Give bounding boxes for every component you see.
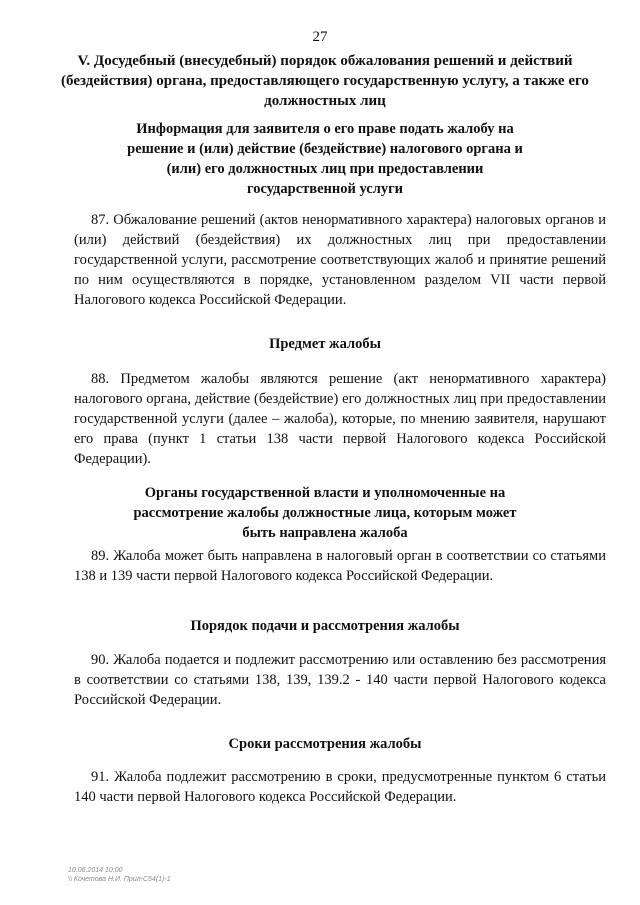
heading-line: Сроки рассмотрения жалобы: [228, 736, 422, 752]
subsection-heading-appeal-right: [60, 119, 590, 199]
subsection-heading-review-terms: [60, 734, 590, 754]
paragraph-87: 87. Обжалование решений (актов ненормативного характера) налоговых органов и (или) действий (бездействия) их должностных лиц при предоставлении государственной услуги, рассмотрение соответствующих жалоб и принятие решений по ним осуществляются в порядке, установленном разделом VII части первой Налогового кодекса Российской Федерации.: [74, 212, 606, 308]
heading-line: рассмотрение жалобы должностные лица, которым может: [133, 505, 517, 521]
heading-line: Информация для заявителя о его праве подать жалобу на: [136, 121, 514, 137]
paragraph-89: 89. Жалоба может быть направлена в налоговый орган в соответствии со статьями 138 и 139 части первой Налогового кодекса Российской Федерации.: [74, 548, 606, 584]
section-title-line: V. Досудебный (внесудебный) порядок обжалования решений и действий: [77, 53, 573, 69]
subsection-heading-filing-procedure: [60, 616, 590, 636]
footer-file-reference: \\ Кочетова Н.И. Прил-С54(1)-1: [68, 876, 171, 883]
heading-line: государственной услуги: [246, 181, 404, 197]
section-title-line: должностных лиц: [264, 93, 386, 109]
heading-line: Органы государственной власти и уполномоченные на: [144, 485, 506, 501]
heading-line: решение и (или) действие (бездействие) налогового органа и: [127, 141, 523, 157]
section-title-line: (бездействия) органа, предоставляющего государственную услугу, а также его: [61, 73, 589, 89]
subsection-heading-complaint-subject: [60, 334, 590, 354]
paragraph-88: 88. Предметом жалобы являются решение (акт ненормативного характера) налогового органа, действие (бездействие) его должностных лиц при предоставлении государственной услуги (далее – жалоба), которые, по мнению заявителя, нарушают его права (пункт 1 статьи 138 части первой Налогового кодекса Российской Федерации).: [74, 371, 606, 467]
footer-stamp: [68, 866, 171, 884]
paragraph-91: 91. Жалоба подлежит рассмотрению в сроки, предусмотренные пунктом 6 статьи 140 части первой Налогового кодекса Российской Федерации.: [74, 769, 606, 805]
page-number: 27: [312, 29, 328, 45]
footer-timestamp: 10.06.2014 10:00: [68, 867, 123, 874]
heading-line: быть направлена жалоба: [242, 525, 408, 541]
heading-line: Порядок подачи и рассмотрения жалобы: [190, 618, 460, 634]
subsection-heading-authorities: [60, 483, 590, 543]
heading-line: Предмет жалобы: [269, 336, 381, 352]
paragraph-90: 90. Жалоба подается и подлежит рассмотрению или оставлению без рассмотрения в соответствии со статьями 138, 139, 139.2 - 140 части первой Налогового кодекса Российской Федерации.: [74, 652, 606, 708]
section-title: [60, 51, 590, 111]
heading-line: (или) его должностных лиц при предоставлении: [166, 161, 484, 177]
